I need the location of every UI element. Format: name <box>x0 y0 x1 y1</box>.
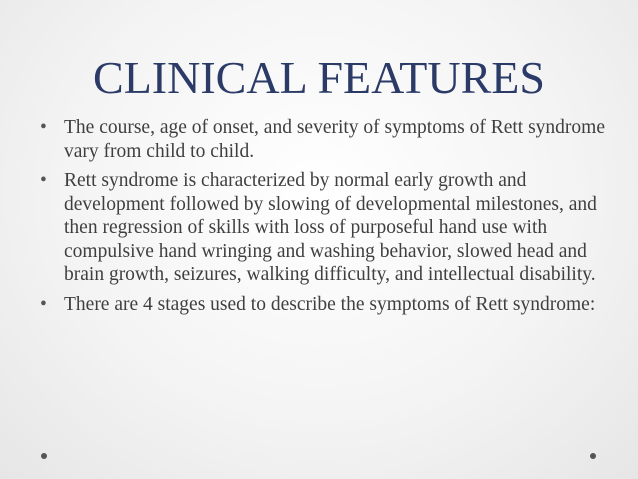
slide-title: CLINICAL FEATURES <box>93 52 545 103</box>
decorative-dot-right <box>590 453 596 459</box>
bullet-text: Rett syndrome is characterized by normal early growth and development followed by slowing of developmental milestones, and then regression of skills with loss of purposeful hand use with compulsive hand wringing and washing behavior, slowed head and brain growth, seizures, walking difficulty, and intellectual disability. <box>64 170 597 285</box>
bullet-marker: • <box>40 170 47 191</box>
bullet-item <box>40 293 610 317</box>
bullet-text: The course, age of onset, and severity of symptoms of Rett syndrome vary from child to child. <box>64 117 606 162</box>
decorative-dot-left <box>41 453 47 459</box>
bullet-marker: • <box>40 293 47 315</box>
bullet-item <box>40 116 610 163</box>
bullet-item <box>40 169 610 287</box>
bullet-marker: • <box>40 117 47 138</box>
bullet-text: There are 4 stages used to describe the symptoms of Rett syndrome: <box>64 293 596 315</box>
bullet-list <box>40 116 610 322</box>
